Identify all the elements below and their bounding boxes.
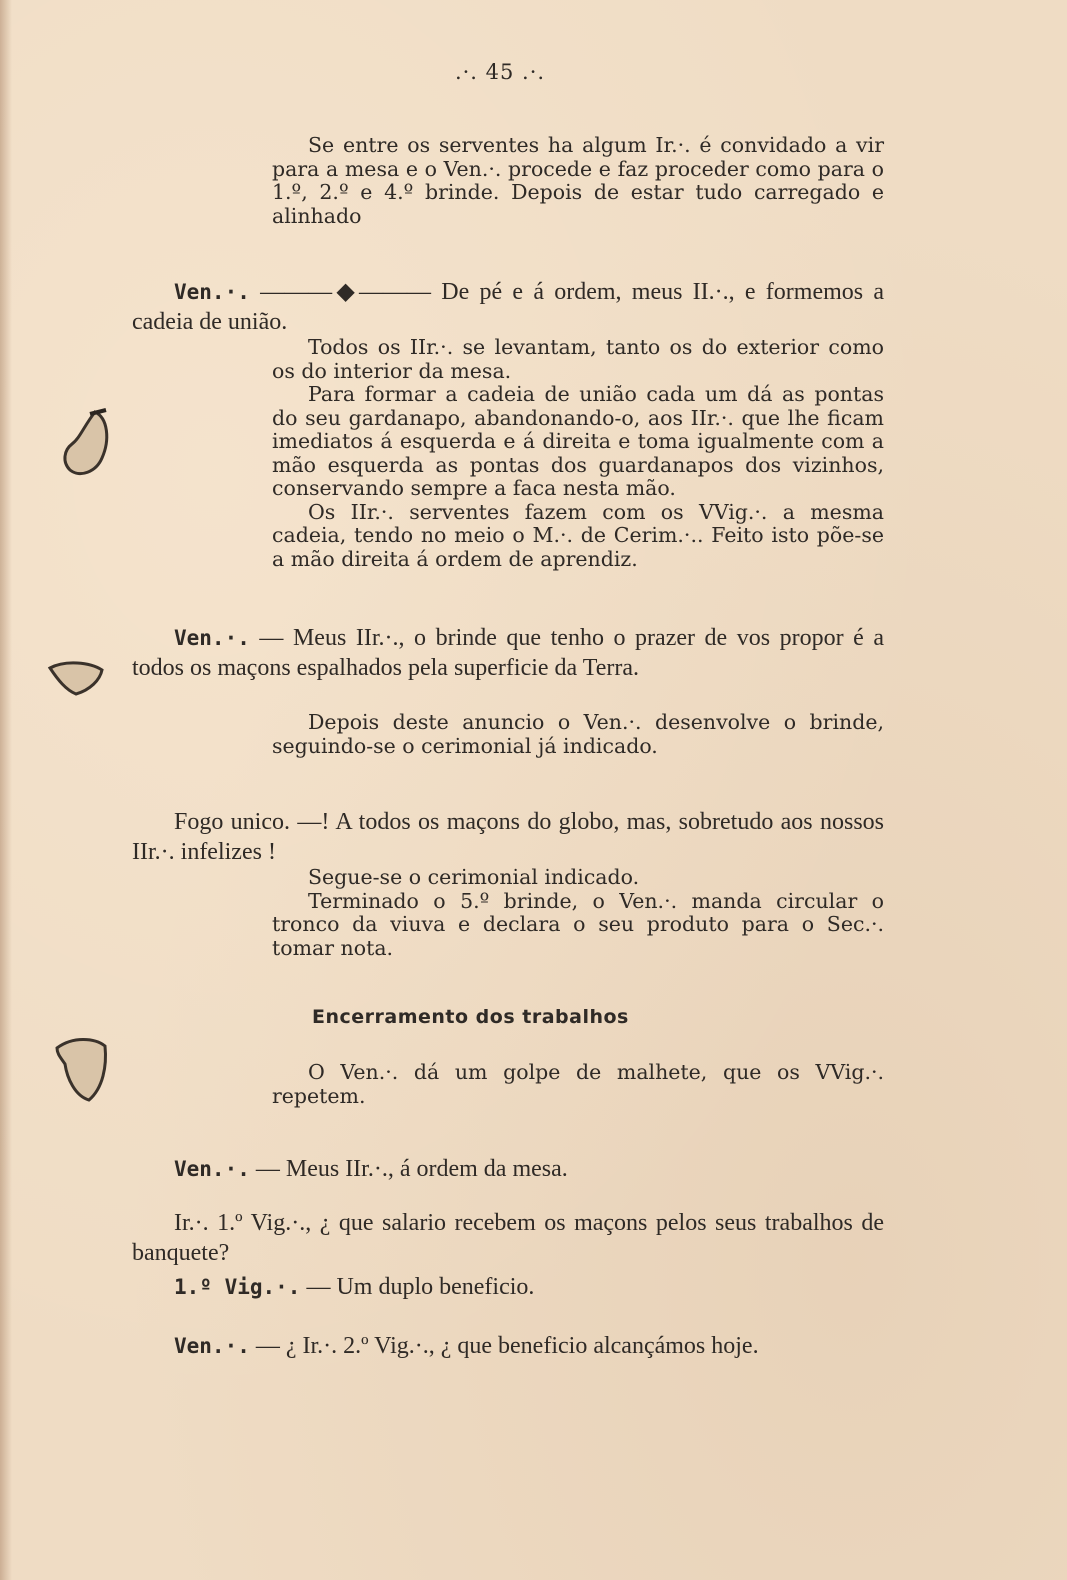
section-title: Encerramento dos trabalhos	[312, 1006, 629, 1028]
dialogue-line-final	[132, 1307, 884, 1385]
paragraph-cerimonial: Segue-se o cerimonial indicado.	[308, 865, 640, 889]
paragraph-block-3	[272, 711, 884, 758]
dialogue-line-2	[132, 599, 884, 707]
page-edge-shadow	[0, 0, 12, 1580]
speaker-label: Ven.·.	[174, 280, 250, 304]
paragraph-block-4	[272, 866, 884, 960]
paragraph-terminado: Terminado o 5.º brinde, o Ven.·. manda circular o tronco da viuva e declara o seu produto para o Sec.·. tomar nota.	[272, 888, 884, 960]
paragraph-block-1	[272, 134, 884, 228]
speaker-label: Ir.·.	[174, 1210, 209, 1236]
paragraph-todos: Todos os IIr.·. se levantam, tanto os do exterior como os do interior da mesa.	[272, 335, 884, 383]
paper-hole-3	[45, 1030, 120, 1115]
paragraph-block-2	[272, 336, 884, 571]
dialogue-text: — Meus IIr.·., á ordem da mesa.	[255, 1156, 568, 1182]
paragraph-anuncio: Depois deste anuncio o Ven.·. desenvolve o brinde, seguindo-se o cerimonial já indicado.	[272, 710, 884, 758]
speaker-label: 1.º Vig.·.	[174, 1275, 301, 1299]
paragraph-block-5	[272, 1061, 884, 1108]
speaker-label: Ven.·.	[174, 1334, 250, 1358]
paragraph-malhete: O Ven.·. dá um golpe de malhete, que os VVig.·. repetem.	[272, 1060, 884, 1108]
paragraph-serventes: Se entre os serventes ha algum Ir.·. é convidado a vir para a mesa e o Ven.·. procede e faz proceder como para o 1.º, 2.º e 4.º brinde. Depois de estar tudo carregado e alinhado	[272, 133, 884, 228]
dialogue-text: 1.º Vig.·., ¿ que salario recebem os maçons pelos seus trabalhos de banquete?	[132, 1210, 885, 1266]
page-number: .·. 45 .·.	[454, 60, 546, 84]
dialogue-text: — Um duplo beneficio.	[306, 1274, 535, 1300]
speaker-label: Ven.·.	[174, 626, 250, 650]
paper-hole-2	[40, 650, 120, 710]
dialogue-text: ———◆——— De pé e á ordem, meus II.·., e formemos a cadeia de união.	[132, 279, 885, 335]
paragraph-serventes-cadeia: Os IIr.·. serventes fazem com os VVig.·. a mesma cadeia, tendo no meio o M.·. de Cerim.·.. Feito isto põe-se a mão direita á ordem de aprendiz.	[272, 499, 884, 571]
paper-hole-1	[50, 400, 120, 490]
dialogue-text: — ¿ Ir.·. 2.º Vig.·., ¿ que beneficio alcançámos hoje.	[255, 1333, 759, 1359]
speaker-label: Ven.·.	[174, 1157, 250, 1181]
dialogue-text-fogo: Fogo unico. —! A todos os maçons do globo, mas, sobretudo aos nossos IIr.·. infelizes !	[132, 809, 884, 865]
dialogue-text: — Meus IIr.·., o brinde que tenho o prazer de vos propor é a todos os maçons espalhados pela superficie da Terra.	[132, 625, 884, 681]
paragraph-cadeia: Para formar a cadeia de união cada um dá as pontas do seu gardanapo, abandonando-o, aos IIr.·. que lhe ficam imediatos á esquerda e á direita e toma igualmente com a mão esquerda as pontas dos guardanapos dos vizinhos, conservando sempre a faca nesta mão.	[272, 382, 884, 500]
